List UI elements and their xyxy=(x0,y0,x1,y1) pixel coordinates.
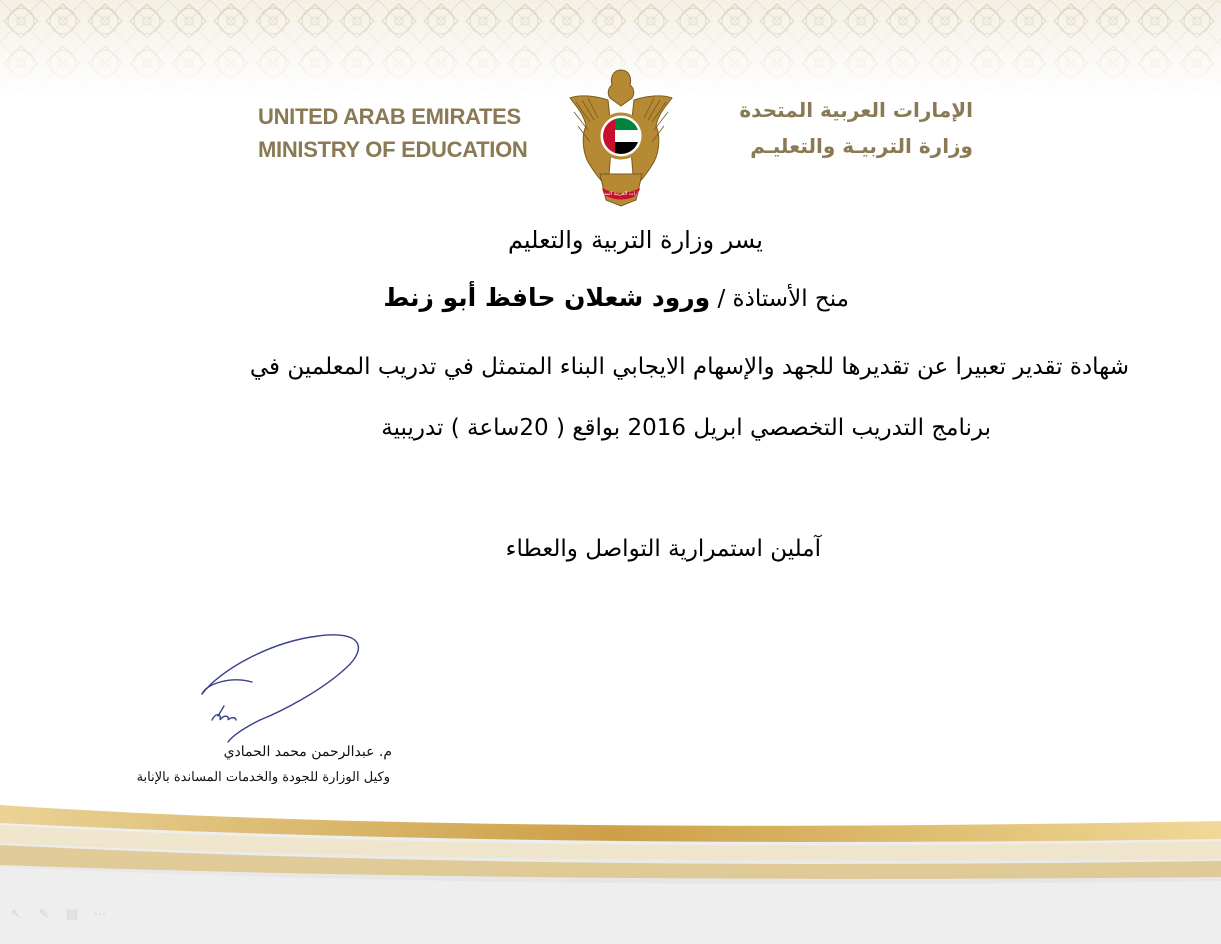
menu-icon[interactable]: ⋯ xyxy=(93,907,107,922)
ministry-name-en: MINISTRY OF EDUCATION xyxy=(258,137,528,162)
signatory-title: وكيل الوزارة للجودة والخدمات المساندة بالإنابة xyxy=(136,770,390,785)
slide-nav-toolbar xyxy=(8,908,108,928)
pointer-icon[interactable]: ↖ xyxy=(10,907,22,922)
ministry-name-ar: وزارة التربيـة والتعليـم xyxy=(750,134,973,158)
slides-icon[interactable]: ▤ xyxy=(65,907,79,922)
pen-icon[interactable]: ✎ xyxy=(38,907,50,922)
signatory-name: م. عبدالرحمن محمد الحمادي xyxy=(223,744,392,760)
ministry-name-english xyxy=(258,100,528,166)
country-name-ar: الإمارات العربية المتحدة xyxy=(739,98,973,122)
intro-line: يسر وزارة التربية والتعليم xyxy=(507,226,763,254)
uae-emblem-logo xyxy=(566,62,676,212)
recipient-prefix: منح الأستاذة / xyxy=(717,286,849,312)
decorative-bottom-swoosh xyxy=(0,795,1221,944)
recipient-line xyxy=(383,283,849,312)
appreciation-line: شهادة تقدير تعبيرا عن تقديرها للجهد والإسهام الايجابي البناء المتمثل في تدريب المعلمين في xyxy=(249,354,1129,380)
program-line: برنامج التدريب التخصصي ابريل 2016 بواقع ( 20ساعة ) تدريبية xyxy=(381,415,991,441)
country-name-en: UNITED ARAB EMIRATES xyxy=(258,104,521,129)
handwritten-signature xyxy=(190,624,370,744)
recipient-name: ورود شعلان حافظ أبو زنط xyxy=(383,283,711,312)
emblem-caption: الإمارات العربية المتحدة xyxy=(596,191,646,197)
closing-line: آملين استمرارية التواصل والعطاء xyxy=(505,536,821,562)
ministry-name-arabic xyxy=(708,92,973,164)
